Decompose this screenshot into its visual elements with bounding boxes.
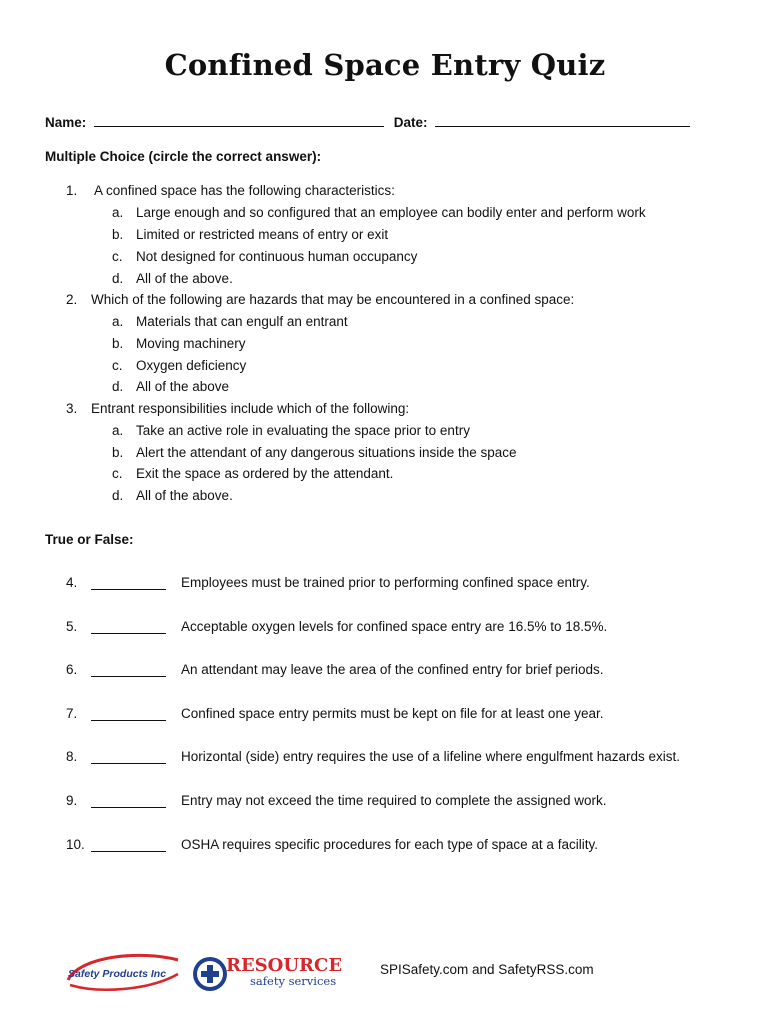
header-fields <box>45 112 690 130</box>
tf-item <box>0 793 770 811</box>
tf-number: 7. <box>66 706 78 721</box>
option-letter: d. <box>112 488 124 503</box>
option-letter: c. <box>112 249 123 264</box>
safety-products-logo-text: Safety Products Inc <box>68 968 167 980</box>
tf-number: 6. <box>66 662 78 677</box>
tf-item <box>0 837 770 855</box>
page-title: Confined Space Entry Quiz <box>164 48 606 82</box>
tf-number: 10. <box>66 837 85 852</box>
tf-item <box>0 706 770 724</box>
resource-safety-logo <box>190 952 350 1001</box>
tf-statement: Entry may not exceed the time required to complete the assigned work. <box>181 793 607 808</box>
question-number: 3. <box>66 401 78 416</box>
multiple-choice-heading: Multiple Choice (circle the correct answer): <box>45 149 322 164</box>
option-letter: b. <box>112 336 124 351</box>
option-letter: b. <box>112 227 124 242</box>
option-letter: a. <box>112 205 124 220</box>
answer-blank[interactable] <box>91 751 166 764</box>
name-blank[interactable] <box>94 112 384 127</box>
safety-products-logo <box>60 950 185 997</box>
answer-blank[interactable] <box>91 577 166 590</box>
question-text: Which of the following are hazards that may be encountered in a confined space: <box>91 292 575 307</box>
tf-statement: Horizontal (side) entry requires the use of a lifeline where engulfment hazards exist. <box>181 749 680 764</box>
answer-blank[interactable] <box>91 795 166 808</box>
option-text: Moving machinery <box>136 336 246 351</box>
question-text: Entrant responsibilities include which of the following: <box>91 401 410 416</box>
option-text: Alert the attendant of any dangerous situations inside the space <box>136 445 517 460</box>
answer-blank[interactable] <box>91 708 166 721</box>
option-letter: d. <box>112 379 124 394</box>
date-label: Date: <box>393 115 428 130</box>
resource-logo-title: RESOURCE <box>226 955 343 976</box>
option-letter: d. <box>112 271 124 286</box>
question-number: 2. <box>66 292 78 307</box>
answer-blank[interactable] <box>91 664 166 677</box>
option-letter: a. <box>112 423 124 438</box>
tf-statement: OSHA requires specific procedures for each type of space at a facility. <box>181 837 598 852</box>
tf-item <box>0 619 770 637</box>
option-text: Take an active role in evaluating the space prior to entry <box>136 423 470 438</box>
option-text: Exit the space as ordered by the attendant. <box>136 466 394 481</box>
option-letter: c. <box>112 358 123 373</box>
option-letter: b. <box>112 445 124 460</box>
question-text: A confined space has the following characteristics: <box>94 183 395 198</box>
tf-statement: Employees must be trained prior to performing confined space entry. <box>181 575 590 590</box>
date-blank[interactable] <box>435 112 690 127</box>
tf-number: 8. <box>66 749 78 764</box>
tf-item <box>0 662 770 680</box>
option-text: All of the above <box>136 379 230 394</box>
option-text: Materials that can engulf an entrant <box>136 314 348 329</box>
option-text: Limited or restricted means of entry or exit <box>136 227 389 242</box>
tf-statement: An attendant may leave the area of the confined entry for brief periods. <box>181 662 604 677</box>
footer-websites: SPISafety.com and SafetyRSS.com <box>380 962 594 977</box>
tf-item <box>0 575 770 593</box>
answer-blank[interactable] <box>91 621 166 634</box>
resource-logo-subtitle: safety services <box>250 974 337 988</box>
tf-item <box>0 749 770 767</box>
option-text: All of the above. <box>136 271 233 286</box>
option-text: Not designed for continuous human occupancy <box>136 249 418 264</box>
tf-statement: Confined space entry permits must be kept on file for at least one year. <box>181 706 604 721</box>
option-text: Oxygen deficiency <box>136 358 247 373</box>
tf-number: 5. <box>66 619 78 634</box>
tf-number: 4. <box>66 575 78 590</box>
true-false-heading: True or False: <box>45 532 134 547</box>
question-number: 1. <box>66 183 78 198</box>
option-text: Large enough and so configured that an employee can bodily enter and perform work <box>136 205 646 220</box>
option-text: All of the above. <box>136 488 233 503</box>
tf-number: 9. <box>66 793 78 808</box>
option-letter: a. <box>112 314 124 329</box>
name-label: Name: <box>45 115 87 130</box>
answer-blank[interactable] <box>91 839 166 852</box>
tf-statement: Acceptable oxygen levels for confined space entry are 16.5% to 18.5%. <box>181 619 608 634</box>
option-letter: c. <box>112 466 123 481</box>
